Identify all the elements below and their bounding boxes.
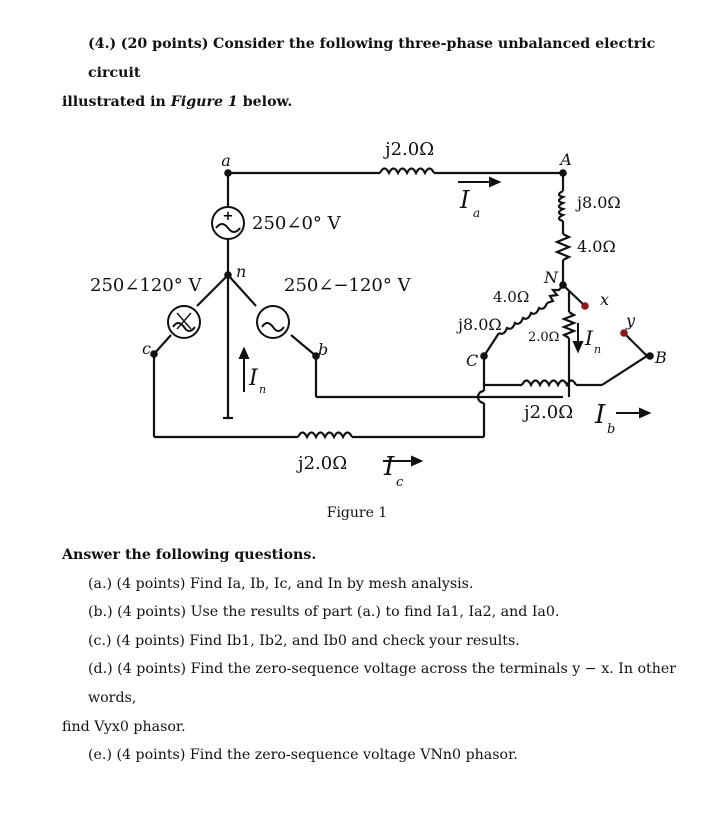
source-b-icon (257, 306, 289, 338)
label-neutral-resistance: 2.0Ω (528, 330, 560, 345)
questions-section (62, 541, 702, 770)
question-d-line-2: find Vyx0 phasor. (62, 718, 186, 735)
label-load-a-reactance: j8.0Ω (577, 193, 621, 212)
question-c: (c.) (4 points) Find Ib1, Ib2, and Ib0 and check your results. (88, 632, 520, 649)
arrow-Ib-head (640, 409, 649, 417)
label-current-Ib: I (595, 400, 606, 430)
node-n (224, 271, 232, 279)
wire-load-c-to-C (484, 333, 499, 356)
label-source-c: 250∠120° V (90, 275, 202, 296)
question-d-line-1: (d.) (4 points) Find the zero-sequence voltage across the terminals y − x. In other words, (88, 661, 677, 706)
question-a: (a.) (4 points) Find Ia, Ib, Ic, and In by mesh analysis. (88, 575, 474, 592)
node-B (646, 352, 654, 360)
source-c-sine (173, 323, 195, 331)
label-node-N: N (544, 268, 558, 287)
label-load-c-resistance: 4.0Ω (493, 288, 530, 306)
terminal-y (620, 329, 628, 337)
label-line-a-impedance: j2.0Ω (385, 139, 435, 160)
label-source-a: 250∠0° V (252, 213, 341, 234)
wire-y-to-B (624, 333, 647, 356)
wire-N-to-x (563, 285, 585, 306)
terminal-x (581, 302, 589, 310)
figure-reference: Figure 1 (170, 94, 238, 110)
resistor-neutral (564, 312, 574, 338)
source-b-sine (262, 323, 284, 331)
label-terminal-y: y (626, 311, 636, 330)
label-current-Ic-sub: c (396, 475, 404, 490)
label-current-Ia: I (460, 186, 470, 214)
label-source-b: 250∠−120° V (284, 275, 411, 296)
intro-text-3: below. (237, 94, 293, 110)
questions-heading: Answer the following questions. (62, 547, 317, 563)
label-current-In-load: I (585, 326, 593, 350)
node-C (480, 352, 488, 360)
arrow-Ic-head (412, 457, 421, 465)
label-node-c: c (142, 339, 151, 358)
label-load-a-resistance: 4.0Ω (577, 237, 616, 256)
label-line-b-impedance: j2.0Ω (524, 402, 574, 423)
inductor-line-c (298, 433, 352, 438)
node-a (224, 169, 232, 177)
arrow-Ia-head (490, 178, 499, 186)
label-node-n: n (236, 262, 247, 281)
label-terminal-x: x (600, 290, 610, 309)
label-node-A: A (560, 150, 572, 169)
node-N (559, 281, 567, 289)
label-node-B: B (655, 348, 667, 367)
label-current-Ic: I (384, 452, 395, 482)
source-a-sine (216, 224, 240, 232)
arrow-In-source-head (240, 349, 248, 358)
label-current-In-source: I (249, 366, 258, 391)
label-current-In-load-sub: n (594, 343, 602, 356)
label-node-a: a (221, 151, 231, 170)
node-A (559, 169, 567, 177)
wire-n-to-c-source (197, 275, 228, 306)
source-a-plus: + (222, 209, 234, 224)
label-line-c-impedance: j2.0Ω (298, 453, 348, 474)
problem-number: (4.) (88, 36, 117, 52)
figure-caption: Figure 1 (326, 505, 388, 521)
problem-points: (20 points) (120, 36, 209, 52)
wire-b-source-to-b (291, 335, 316, 356)
label-current-In-source-sub: n (259, 383, 267, 396)
resistor-load-a (557, 234, 569, 260)
inductor-line-a (380, 169, 434, 174)
label-current-Ia-sub: a (473, 206, 481, 220)
label-load-c-reactance: j8.0Ω (458, 315, 502, 334)
label-node-b: b (318, 340, 329, 359)
intro-text-1: Consider the following three-phase unbalanced electric circuit (88, 36, 656, 81)
arrow-In-load-head (574, 342, 582, 351)
label-current-Ib-sub: b (607, 422, 616, 437)
inductor-load-a (559, 191, 563, 221)
wire-c-source-to-c (154, 335, 171, 354)
node-c (150, 350, 158, 358)
question-b: (b.) (4 points) Use the results of part (a.) to find Ia1, Ia2, and Ia0. (88, 604, 560, 621)
question-e: (e.) (4 points) Find the zero-sequence voltage VNn0 phasor. (88, 747, 518, 764)
label-node-C: C (466, 351, 479, 370)
wire-to-B (602, 356, 647, 385)
intro-text-2: illustrated in (62, 94, 171, 110)
